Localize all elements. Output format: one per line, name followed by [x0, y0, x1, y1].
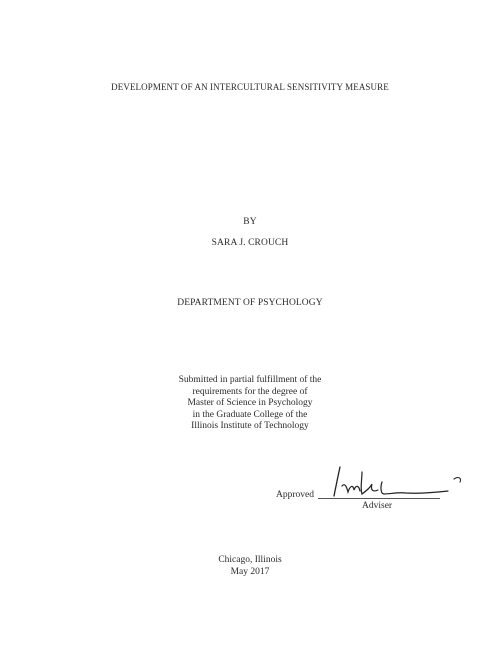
author-name: SARA J. CROUCH [211, 238, 289, 248]
submission-statement [150, 375, 350, 433]
adviser-signature [320, 464, 470, 500]
location-and-date [0, 555, 500, 578]
by-label: BY [243, 217, 257, 227]
date: May 2017 [230, 566, 270, 577]
submission-line: requirements for the degree of [192, 386, 308, 397]
adviser-label: Adviser [362, 501, 393, 511]
thesis-title: DEVELOPMENT OF AN INTERCULTURAL SENSITIVITY MEASURE [111, 82, 389, 92]
location: Chicago, Illinois [218, 555, 282, 565]
submission-line: Illinois Institute of Technology [191, 421, 309, 431]
submission-line: Master of Science in Psychology [187, 398, 313, 408]
submission-line: Submitted in partial fulfillment of the [178, 375, 322, 385]
department-name: DEPARTMENT OF PSYCHOLOGY [177, 298, 323, 308]
signature-line [318, 498, 440, 499]
approval-block [270, 462, 470, 512]
submission-line: in the Graduate College of the [192, 409, 308, 420]
approved-label: Approved [276, 490, 314, 500]
